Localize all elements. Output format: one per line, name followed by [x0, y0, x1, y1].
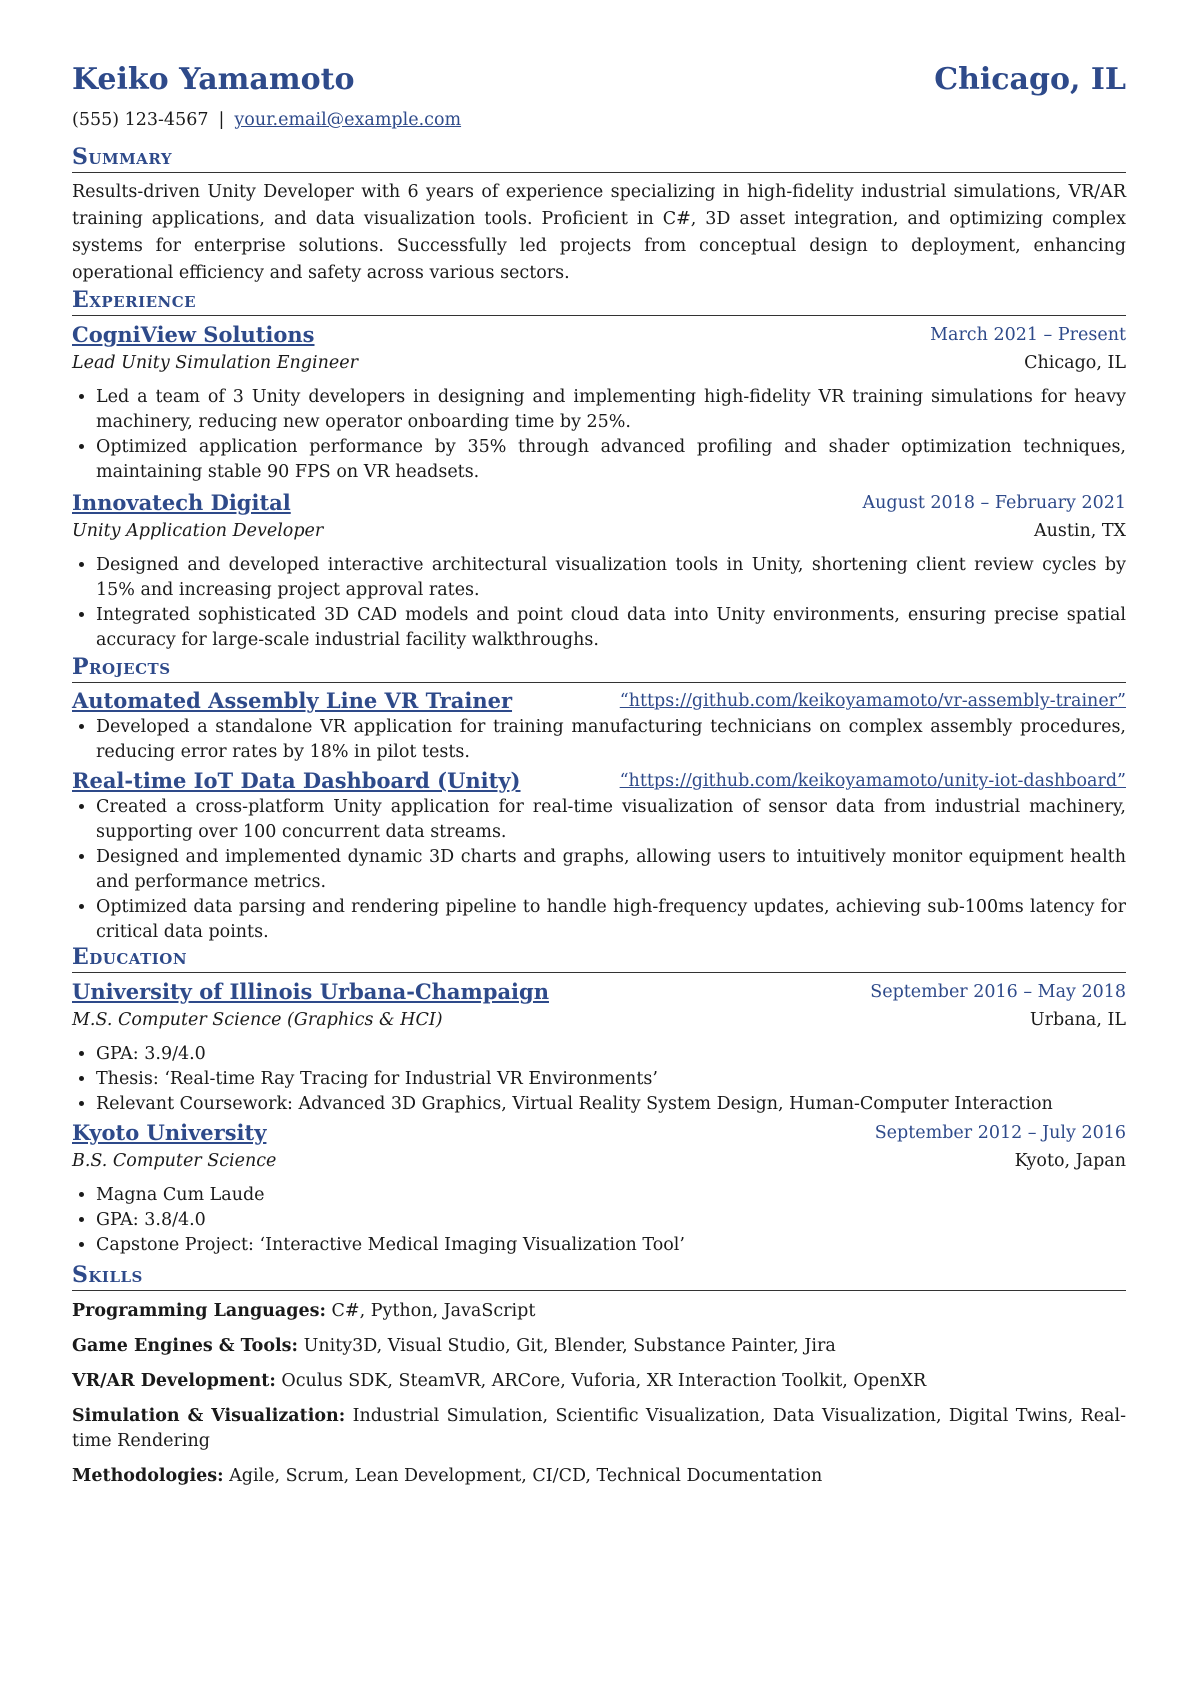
school-bullets — [72, 1042, 1126, 1117]
section-title-experience: Experience — [72, 286, 1126, 316]
projects-section — [72, 653, 1126, 945]
project-bullets — [72, 795, 1126, 945]
project-url[interactable]: “https://github.com/keikoyamamoto/vr-assembly-trainer” — [619, 691, 1126, 711]
project-name[interactable]: Real-time IoT Data Dashboard (Unity) — [72, 768, 521, 793]
list-item: • Integrated sophisticated 3D CAD models and point cloud data into Unity environments, ensuring precise spatial accuracy for large-scale industrial facility walkthroughs. — [96, 603, 1126, 653]
list-item: • Optimized application performance by 35% through advanced profiling and shader optimization techniques, maintaining stable 90 FPS on VR headsets. — [96, 435, 1126, 485]
skill-label: Game Engines & Tools: — [72, 1336, 298, 1356]
school-name[interactable]: Kyoto University — [72, 1120, 267, 1145]
section-title-projects: Projects — [72, 653, 1126, 683]
candidate-name: Keiko Yamamoto — [72, 62, 355, 97]
project-name[interactable]: Automated Assembly Line VR Trainer — [72, 688, 513, 713]
list-item: • Thesis: ‘Real-time Ray Tracing for Industrial VR Environments’ — [96, 1067, 1126, 1092]
list-item: • Designed and developed interactive architectural visualization tools in Unity, shortening client review cycles by 15% and increasing project approval rates. — [96, 553, 1126, 603]
list-item: • Relevant Coursework: Advanced 3D Graphics, Virtual Reality System Design, Human-Computer Interaction — [96, 1092, 1126, 1117]
skill-label: VR/AR Development: — [72, 1371, 276, 1391]
skill-row — [72, 1464, 1126, 1489]
job-location: Austin, TX — [1033, 521, 1126, 541]
email-link[interactable]: your.email@example.com — [234, 110, 462, 130]
skill-row — [72, 1334, 1126, 1359]
list-item: • Developed a standalone VR application for training manufacturing technicians on complex assembly procedures, reducing error rates by 18% in pilot tests. — [96, 715, 1126, 765]
school-location: Kyoto, Japan — [1014, 1151, 1126, 1171]
school-entry — [72, 1119, 1126, 1258]
job-dates: March 2021 – Present — [930, 325, 1126, 345]
summary-section — [72, 143, 1126, 287]
skill-value: Unity3D, Visual Studio, Git, Blender, Substance Painter, Jira — [303, 1336, 836, 1356]
school-location: Urbana, IL — [1029, 1010, 1126, 1030]
school-entry — [72, 978, 1126, 1117]
project-entry — [72, 767, 1126, 945]
skills-section — [72, 1261, 1126, 1489]
project-bullets — [72, 715, 1126, 765]
candidate-location: Chicago, IL — [934, 62, 1126, 97]
list-item: • Optimized data parsing and rendering pipeline to handle high-frequency updates, achieving sub-100ms latency for critical data points. — [96, 895, 1126, 945]
skill-label: Simulation & Visualization: — [72, 1406, 346, 1426]
school-dates: September 2012 – July 2016 — [874, 1123, 1126, 1143]
section-title-skills: Skills — [72, 1261, 1126, 1291]
skill-label: Methodologies: — [72, 1466, 224, 1486]
list-item: • Magna Cum Laude — [96, 1183, 1126, 1208]
skill-label: Programming Languages: — [72, 1301, 326, 1321]
skill-value: Industrial Simulation, Scientific Visualization, Data Visualization, Digital Twins, Real-time Rendering — [72, 1406, 1126, 1451]
degree: M.S. Computer Science (Graphics & HCI) — [72, 1010, 443, 1030]
education-section — [72, 943, 1126, 1258]
skill-value: C#, Python, JavaScript — [331, 1301, 536, 1321]
job-role: Lead Unity Simulation Engineer — [72, 353, 358, 373]
list-item: • GPA: 3.8/4.0 — [96, 1208, 1126, 1233]
summary-text: Results-driven Unity Developer with 6 years of experience specializing in high-fidelity industrial simulations, VR/AR training applications, and data visualization tools. Proficient in C#, 3D asset integration, and optimizing complex systems for enterprise solutions. Successfully led projects from conceptual design to deployment, enhancing operational efficiency and safety across various sectors. — [72, 182, 1126, 283]
list-item: • Led a team of 3 Unity developers in designing and implementing high-fidelity VR training simulations for heavy machinery, reducing new operator onboarding time by 25%. — [96, 385, 1126, 435]
job-location: Chicago, IL — [1024, 353, 1126, 373]
school-name[interactable]: University of Illinois Urbana-Champaign — [72, 979, 549, 1004]
list-item: • Capstone Project: ‘Interactive Medical Imaging Visualization Tool’ — [96, 1233, 1126, 1258]
company-name[interactable]: Innovatech Digital — [72, 490, 291, 515]
section-title-summary: Summary — [72, 143, 1126, 173]
skill-value: Agile, Scrum, Lean Development, CI/CD, Technical Documentation — [229, 1466, 823, 1486]
list-item: • Designed and implemented dynamic 3D charts and graphs, allowing users to intuitively monitor equipment health and performance metrics. — [96, 845, 1126, 895]
resume-page — [72, 0, 1126, 1486]
school-dates: September 2016 – May 2018 — [870, 982, 1126, 1002]
contact-line — [72, 110, 461, 130]
job-role: Unity Application Developer — [72, 521, 324, 541]
job-entry — [72, 489, 1126, 653]
skill-value: Oculus SDK, SteamVR, ARCore, Vuforia, XR Interaction Toolkit, OpenXR — [281, 1371, 927, 1391]
company-name[interactable]: CogniView Solutions — [72, 322, 315, 347]
project-entry — [72, 687, 1126, 765]
job-bullets — [72, 385, 1126, 485]
school-bullets — [72, 1183, 1126, 1258]
section-title-education: Education — [72, 943, 1126, 973]
skill-row — [72, 1369, 1126, 1394]
job-bullets — [72, 553, 1126, 653]
resume-header — [72, 0, 1126, 140]
project-url[interactable]: “https://github.com/keikoyamamoto/unity-iot-dashboard” — [619, 771, 1126, 791]
experience-section — [72, 286, 1126, 653]
degree: B.S. Computer Science — [72, 1151, 277, 1171]
skill-row — [72, 1404, 1126, 1454]
skill-row — [72, 1299, 1126, 1324]
phone-number: (555) 123-4567 — [72, 110, 209, 130]
list-item: • GPA: 3.9/4.0 — [96, 1042, 1126, 1067]
job-entry — [72, 321, 1126, 485]
job-dates: August 2018 – February 2021 — [862, 493, 1126, 513]
contact-separator: | — [218, 110, 225, 130]
list-item: • Created a cross-platform Unity application for real-time visualization of sensor data from industrial machinery, supporting over 100 concurrent data streams. — [96, 795, 1126, 845]
